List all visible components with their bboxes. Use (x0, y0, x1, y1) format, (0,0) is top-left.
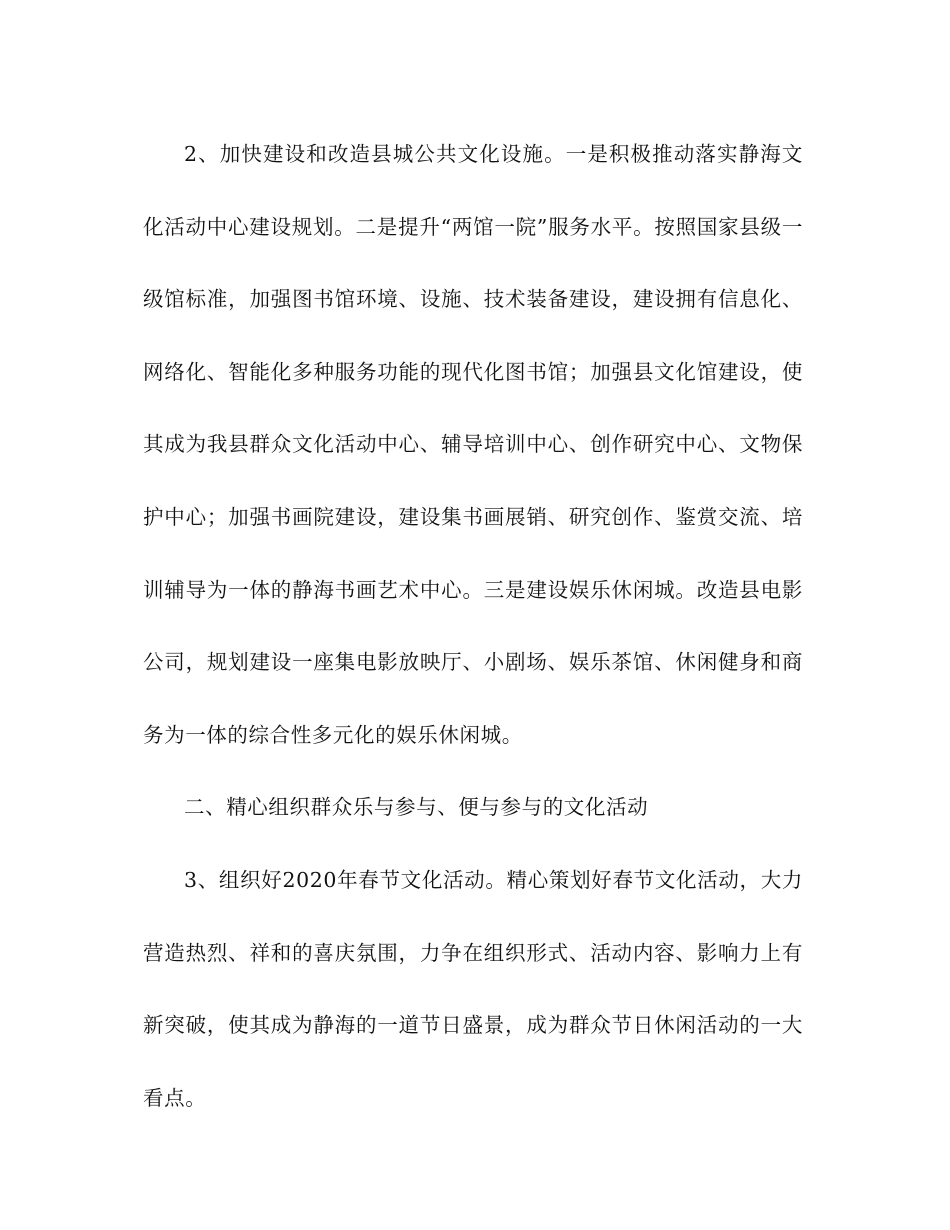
paragraph-spring-festival: 3、组织好2020年春节文化活动。精心策划好春节文化活动，大力营造热烈、祥和的喜庆氛围，力争在组织形式、活动内容、影响力上有新突破，使其成为静海的一道节日盛景，成为群众节日休闲活动的一大看点。 (143, 867, 803, 1110)
document-body (143, 118, 803, 1134)
paragraph-facilities: 2、加快建设和改造县城公共文化设施。一是积极推动落实静海文化活动中心建设规划。二是提升“两馆一院”服务水平。按照国家县级一级馆标准，加强图书馆环境、设施、技术装备建设，建设拥有信息化、网络化、智能化多种服务功能的现代化图书馆；加强县文化馆建设，使其成为我县群众文化活动中心、辅导培训中心、创作研究中心、文物保护中心；加强书画院建设，建设集书画展销、研究创作、鉴赏交流、培训辅导为一体的静海书画艺术中心。三是建设娱乐休闲城。改造县电影公司，规划建设一座集电影放映厅、小剧场、娱乐茶馆、休闲健身和商务为一体的综合性多元化的娱乐休闲城。 (143, 142, 803, 747)
section-heading-cultural-activities: 二、精心组织群众乐与参与、便与参与的文化活动 (184, 795, 649, 820)
